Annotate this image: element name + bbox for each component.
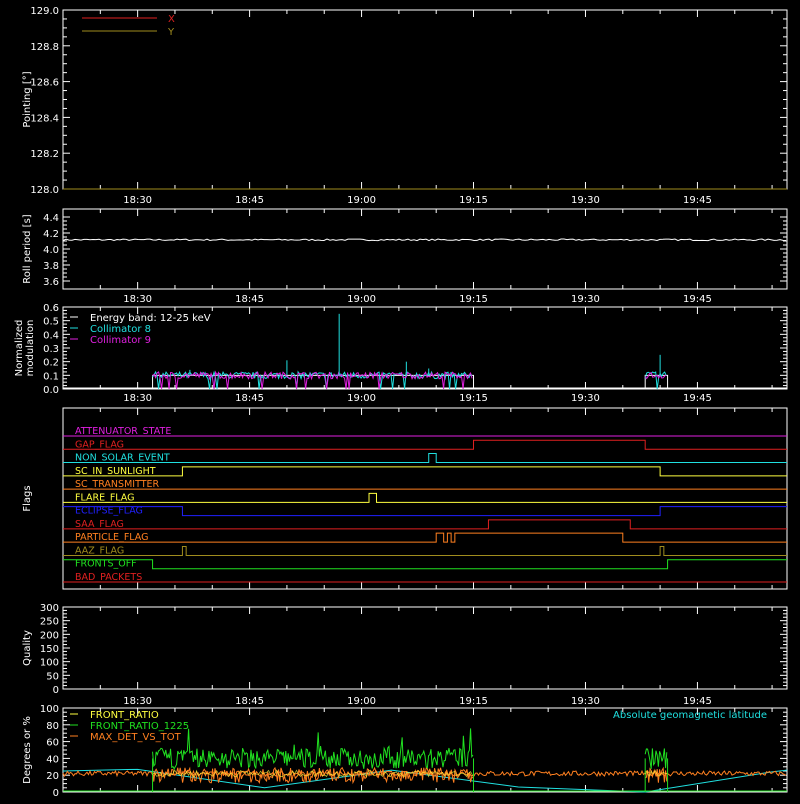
legend-label: FRONT_RATIO: [90, 710, 159, 721]
latitude-annotation: Absolute geomagnetic latitude: [613, 710, 767, 721]
flag-line: [63, 467, 787, 476]
legend-label: Collimator 9: [90, 335, 151, 346]
flag-line: [63, 507, 787, 516]
flag-line: [63, 546, 787, 555]
y-tick-label: 128.4: [30, 113, 59, 125]
y-tick-label: 3.8: [43, 261, 59, 272]
max-det-vs-tot-active-line: [153, 768, 473, 783]
y-axis-label: Degrees or %: [22, 716, 33, 784]
x-tick-label: 18:30: [123, 393, 153, 404]
y-tick-label: 3.6: [43, 277, 59, 288]
x-tick-label: 19:15: [459, 696, 488, 707]
y-tick-label: 4.2: [43, 229, 59, 240]
x-tick-label: 19:45: [683, 393, 712, 404]
y-tick-label: 80: [46, 720, 59, 732]
y-tick-label: 60: [46, 737, 59, 749]
flag-line: [63, 533, 787, 542]
flag-label: FRONTS_OFF: [75, 558, 137, 570]
panel-frame: [63, 209, 787, 289]
y-tick-label: 100: [39, 657, 59, 669]
x-tick-label: 19:30: [571, 294, 600, 305]
y-axis-label: Roll period [s]: [22, 214, 33, 284]
y-axis-label: modulation: [25, 319, 36, 377]
y-tick-label: 200: [39, 630, 59, 642]
y-axis-label: Pointing [°]: [22, 71, 33, 128]
legend-label: FRONT_RATIO_1225: [90, 721, 190, 732]
y-tick-label: 4.4: [43, 213, 59, 224]
flag-label: ECLIPSE_FLAG: [75, 505, 143, 517]
flag-label: AAZ_FLAG: [75, 545, 125, 557]
x-tick-label: 19:00: [347, 195, 376, 206]
y-tick-label: 4.0: [43, 245, 59, 256]
x-tick-label: 19:30: [571, 195, 600, 206]
x-tick-label: 19:00: [347, 696, 376, 707]
energy-band-envelope: [153, 375, 474, 389]
flag-label: FLARE_FLAG: [75, 492, 135, 504]
x-tick-label: 19:45: [683, 294, 712, 305]
y-tick-label: 0.5: [43, 316, 59, 328]
y-tick-label: 0: [52, 788, 59, 799]
flag-label: PARTICLE_FLAG: [75, 532, 149, 544]
x-tick-label: 19:30: [571, 696, 600, 707]
x-tick-label: 19:00: [347, 393, 376, 404]
x-tick-label: 19:00: [347, 294, 376, 305]
x-tick-label: 19:30: [571, 393, 600, 404]
y-tick-label: 0.6: [43, 303, 59, 314]
flag-line: [63, 454, 787, 463]
legend-label: Energy band: 12-25 keV: [90, 313, 211, 324]
flag-label: GAP_FLAG: [75, 439, 125, 451]
y-tick-label: 129.0: [30, 6, 59, 17]
y-axis-label: Quality: [22, 630, 33, 666]
collimator-8-trace: [645, 372, 666, 389]
flag-line: [63, 560, 787, 569]
y-tick-label: 40: [46, 754, 59, 766]
x-tick-label: 18:45: [235, 294, 265, 305]
y-tick-label: 0: [52, 685, 59, 696]
max-det-vs-tot-active-line: [645, 768, 667, 782]
front-ratio-1225-line: [645, 748, 667, 769]
y-tick-label: 128.2: [30, 149, 59, 161]
x-tick-label: 18:30: [123, 195, 153, 206]
y-tick-label: 20: [46, 771, 59, 783]
x-tick-label: 19:15: [459, 195, 488, 206]
legend-label: X: [168, 14, 175, 25]
y-axis-label: Flags: [22, 485, 33, 512]
flag-label: SC_IN_SUNLIGHT: [75, 465, 156, 477]
panel-frame: [63, 408, 787, 589]
y-tick-label: 0.2: [43, 357, 59, 369]
front-ratio-1225-line: [153, 728, 473, 768]
roll-period-line: [63, 239, 786, 241]
x-tick-label: 18:30: [123, 294, 153, 305]
x-tick-label: 18:45: [235, 393, 265, 404]
flag-label: SC_TRANSMITTER: [75, 479, 160, 491]
x-tick-label: 19:45: [683, 696, 712, 707]
flag-line: [63, 520, 787, 529]
legend-label: Y: [168, 27, 175, 38]
y-tick-label: 300: [39, 603, 59, 614]
x-tick-label: 19:15: [459, 393, 488, 404]
y-tick-label: 100: [39, 704, 59, 715]
y-tick-label: 0.0: [43, 385, 59, 396]
flag-line: [63, 493, 787, 502]
flag-label: NON_SOLAR_EVENT: [75, 452, 170, 464]
flag-label: ATTENUATOR_STATE: [75, 426, 172, 437]
flag-line: [63, 440, 787, 449]
flag-label: SAA_FLAG: [75, 518, 124, 530]
x-tick-label: 18:30: [123, 696, 153, 707]
x-tick-label: 19:45: [683, 195, 712, 206]
y-tick-label: 0.3: [43, 344, 59, 355]
y-axis-label: Normalized: [14, 319, 25, 377]
y-tick-label: 128.0: [30, 185, 59, 196]
y-tick-label: 50: [46, 671, 59, 683]
panel-frame: [63, 607, 787, 689]
x-tick-label: 19:15: [459, 294, 488, 305]
x-tick-label: 18:45: [235, 696, 265, 707]
legend-label: MAX_DET_VS_TOT: [90, 732, 181, 743]
y-tick-label: 128.8: [30, 41, 59, 53]
y-tick-label: 250: [39, 616, 59, 628]
y-tick-label: 0.4: [43, 330, 59, 342]
y-tick-label: 150: [39, 644, 59, 655]
y-tick-label: 128.6: [30, 77, 59, 89]
y-tick-label: 0.1: [43, 371, 59, 383]
x-tick-label: 18:45: [235, 195, 265, 206]
flag-label: BAD_PACKETS: [75, 572, 143, 583]
legend-label: Collimator 8: [90, 324, 151, 335]
